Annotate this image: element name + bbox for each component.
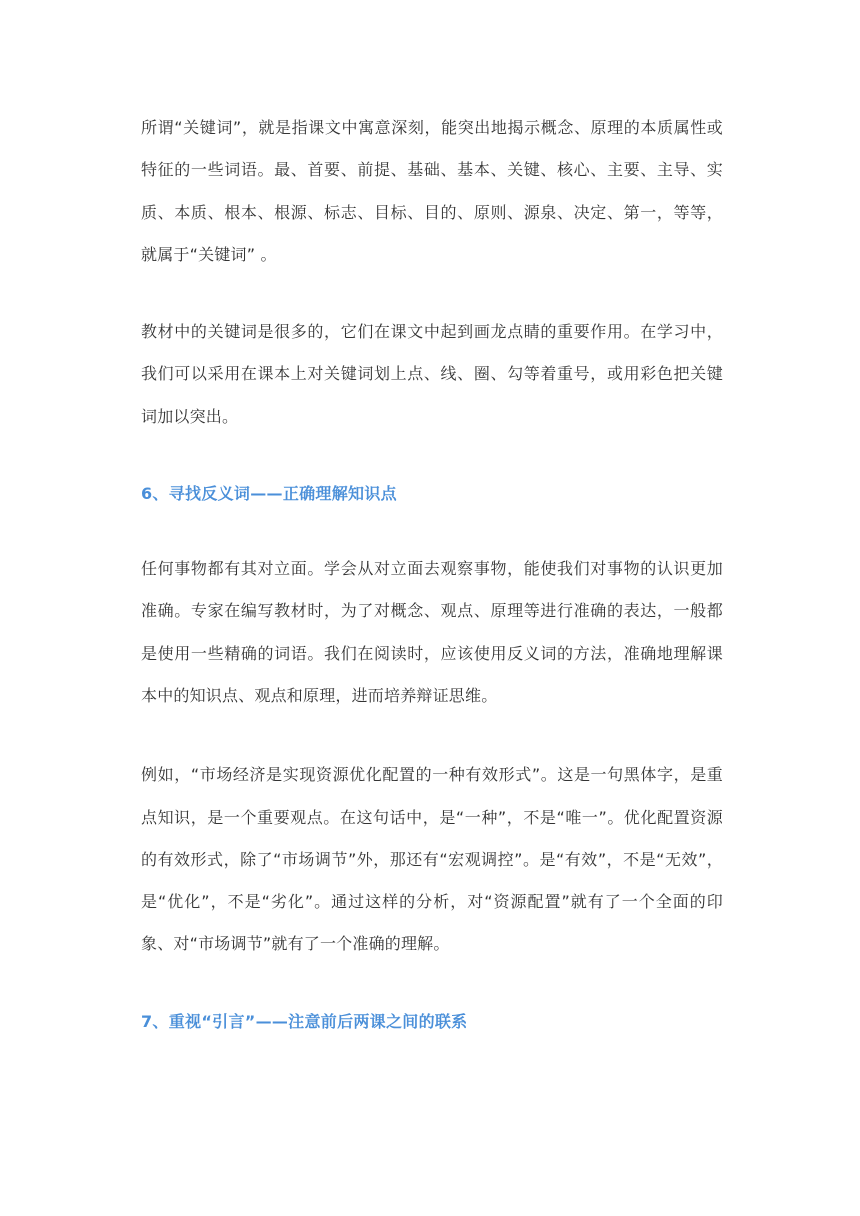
section-heading-6: 6、寻找反义词——正确理解知识点 (141, 484, 397, 504)
article-body (141, 107, 723, 1038)
section-heading-7: 7、重视“引言”——注意前后两课之间的联系 (141, 1011, 468, 1031)
paragraph-antonyms: 任何事物都有其对立面。学会从对立面去观察事物，能使我们对事物的认识更加准确。专家在编写教材时，为了对概念、观点、原理等进行准确的表达，一般都是使用一些精确的词语。我们在阅读时，应该使用反义词的方法，准确地理解课本中的知识点、观点和原理，进而培养辩证思维。 (141, 559, 723, 705)
paragraph-example: 例如，“市场经济是实现资源优化配置的一种有效形式”。这是一句黑体字，是重点知识，是一个重要观点。在这句话中，是“一种”，不是“唯一”。优化配置资源的有效形式，除了“市场调节”外，那还有“宏观调控”。是“有效”，不是“无效”，是“优化”，不是“劣化”。通过这样的分析，对“资源配置”就有了一个全面的印象、对“市场调节”就有了一个准确的理解。 (141, 765, 723, 954)
paragraph-keywords-usage: 教材中的关键词是很多的，它们在课文中起到画龙点睛的重要作用。在学习中，我们可以采用在课本上对关键词划上点、线、圈、勾等着重号，或用彩色把关键词加以突出。 (141, 322, 723, 426)
paragraph-keywords-definition: 所谓“关键词”，就是指课文中寓意深刻，能突出地揭示概念、原理的本质属性或特征的一些词语。最、首要、前提、基础、基本、关键、核心、主要、主导、实质、本质、根本、根源、标志、目标、目的、原则、源泉、决定、第一，等等，就属于“关键词” 。 (141, 118, 723, 264)
